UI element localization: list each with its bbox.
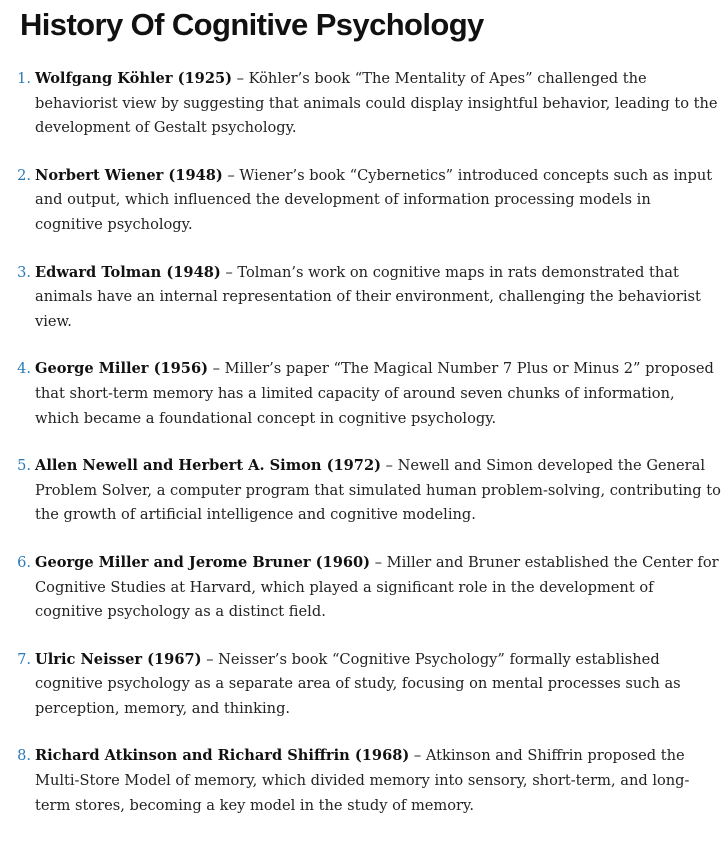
list-number: 5. — [17, 457, 31, 475]
list-item — [0, 164, 728, 238]
list-number: 6. — [17, 553, 31, 571]
list-number: 7. — [17, 650, 31, 668]
item-name: Edward Tolman (1948) — [35, 263, 221, 281]
history-list — [0, 67, 728, 841]
list-number: 1. — [17, 70, 31, 87]
item-description: – Newell and Simon developed the General Problem Solver, a computer program that simulated human problem-solving, contributing to the growth of artificial intelligence and cognitive modeling. — [35, 457, 721, 524]
item-description: – Neisser’s book “Cognitive Psychology” formally established cognitive psychology as a separate area of study, focusing on mental processes such as perception, memory, and thinking. — [35, 650, 681, 717]
page-title: History Of Cognitive Psychology — [20, 7, 484, 42]
list-number: 4. — [17, 360, 31, 378]
item-name: Richard Atkinson and Richard Shiffrin (1968) — [35, 747, 410, 765]
list-number: 8. — [17, 747, 31, 765]
list-number: 3. — [17, 263, 31, 281]
list-item — [0, 261, 728, 335]
item-name: Ulric Neisser (1967) — [35, 650, 202, 668]
list-item — [0, 648, 728, 722]
item-name: Allen Newell and Herbert A. Simon (1972) — [35, 457, 382, 475]
item-name: Wolfgang Köhler (1925) — [35, 70, 233, 87]
item-name: George Miller (1956) — [35, 360, 209, 378]
list-item — [0, 357, 728, 431]
item-description: – Wiener’s book “Cybernetics” introduced concepts such as input and output, which influenced the development of information processing models in cognitive psychology. — [35, 166, 713, 233]
item-name: Norbert Wiener (1948) — [35, 166, 223, 184]
list-item — [0, 454, 728, 528]
item-name: George Miller and Jerome Bruner (1960) — [35, 553, 371, 571]
list-item — [0, 744, 728, 818]
list-number: 2. — [17, 166, 31, 184]
item-description: – Köhler’s book “The Mentality of Apes” challenged the behaviorist view by suggesting that animals could display insightful behavior, leading to the development of Gestalt psychology. — [35, 70, 718, 137]
item-description: – Miller and Bruner established the Center for Cognitive Studies at Harvard, which played a significant role in the development of cognitive psychology as a distinct field. — [35, 553, 719, 621]
item-description: – Miller’s paper “The Magical Number 7 Plus or Minus 2” proposed that short-term memory has a limited capacity of around seven chunks of information, which became a foundational concept in cognitive psychology. — [35, 360, 714, 427]
list-item — [0, 551, 728, 625]
item-description: – Tolman’s work on cognitive maps in rats demonstrated that animals have an internal representation of their environment, challenging the behaviorist view. — [35, 263, 701, 330]
list-item — [0, 67, 728, 141]
item-description: – Atkinson and Shiffrin proposed the Multi-Store Model of memory, which divided memory into sensory, short-term, and long-term stores, becoming a key model in the study of memory. — [35, 747, 690, 814]
